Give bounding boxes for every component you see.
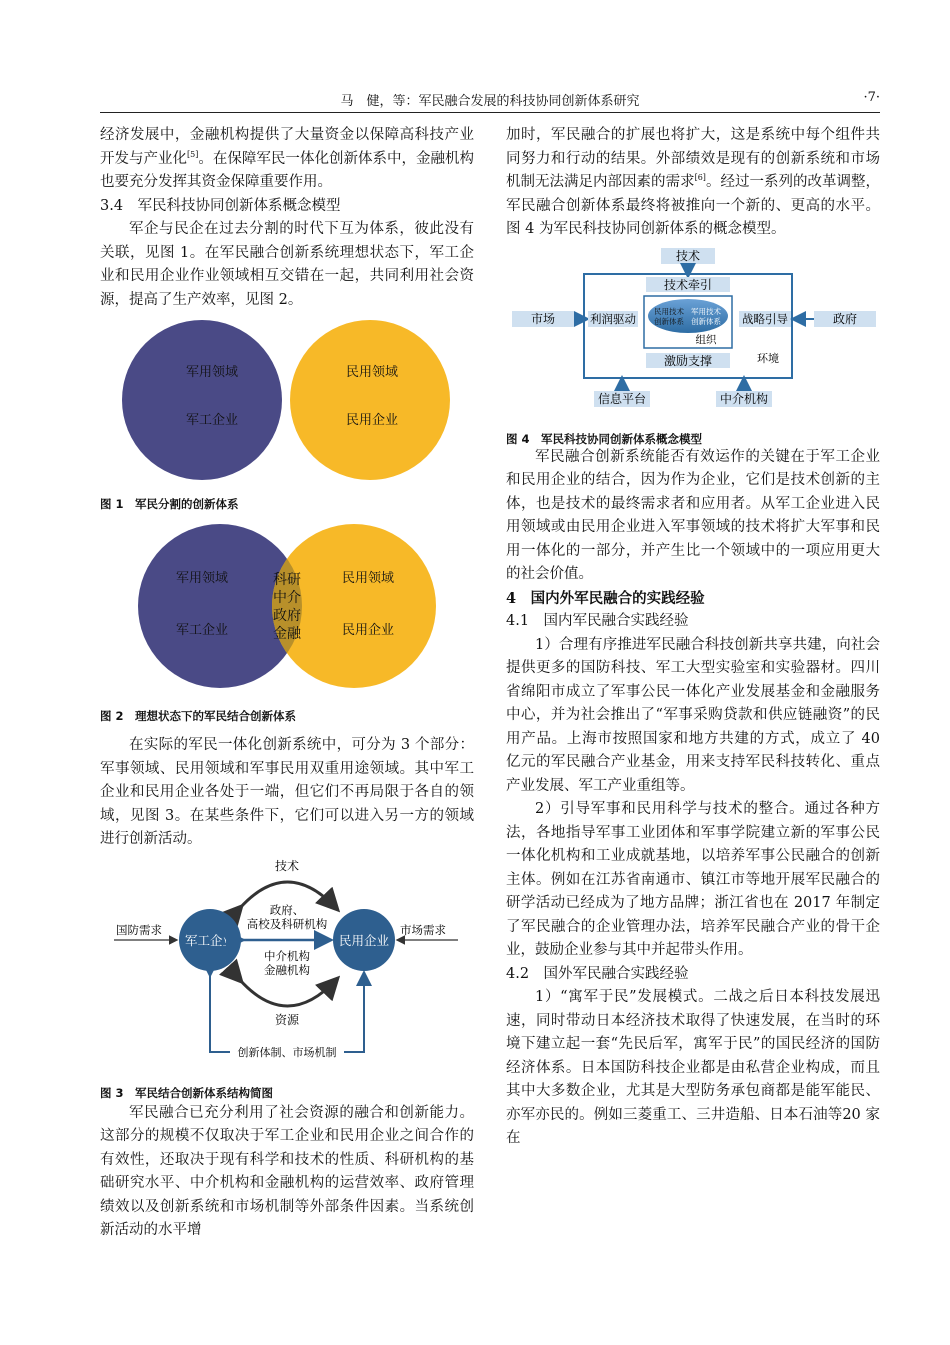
figure-4-caption: 图 4 军民科技协同创新体系概念模型 [506, 432, 703, 446]
gov-label: 高校及科研机构 [246, 916, 328, 931]
figure-2-diagram [100, 518, 474, 696]
military-domain-circle [122, 320, 282, 480]
organization-label: 组织 [695, 333, 717, 346]
label: 军工企业 [175, 623, 229, 638]
mil-tech-label: 军用技术 [691, 306, 721, 316]
market-label: 市场 [530, 311, 556, 326]
paragraph: 军民融合已充分利用了社会资源的融合和创新能力。这部分的规模不仅取决于军工企业和民用企业之间合作的有效性，还取决于现有科学和技术的性质、科研机构的基础研究水平、中介机构和金融机构的运营效率、政府管理绩效以及创新系统和市场机制等外部条件因素。当系统创新活动的水平增 [100, 1104, 474, 1238]
figure-2 [100, 518, 474, 724]
label: 军工企业 [185, 413, 239, 428]
tech-label: 技术 [274, 858, 300, 873]
figure-3-diagram [100, 856, 474, 1074]
profit-label: 利润驱动 [590, 311, 636, 326]
citation: [5] [187, 149, 199, 159]
paragraph: 在实际的军民一体化创新系统中，可分为 3 个部分：军事领域、民用领域和军事民用双重用途领域。其中军工企业和民用企业各处于一端，但它们不再局限于各自的领域，见图 3。在某些条件下，它们可以进入另一方的领域进行创新活动。 [100, 737, 474, 847]
market-demand-label: 市场需求 [400, 922, 446, 937]
resource-arrow [240, 980, 336, 1006]
label: 军用领域 [175, 571, 229, 586]
figure-4 [506, 248, 880, 446]
military-enterprise-label: 军工企业 [184, 932, 236, 948]
section-heading-4-1: 4.1 国内军民融合实践经验 [506, 613, 689, 629]
civil-enterprise-label: 民用企业 [338, 932, 390, 948]
figure-4-diagram [506, 248, 880, 420]
left-column [100, 124, 474, 1243]
running-title: 马 健，等：军民融合发展的科技协同创新体系研究 [340, 94, 640, 109]
paragraph: 军企与民企在过去分割的时代下互为体系，彼此没有关联，见图 1。在军民融合创新系统理想状态下，军工企业和民用企业作业领域相互交错在一起，共同利用社会资源，提高了生产效率，见图 2。 [100, 221, 474, 308]
figure-1-caption: 图 1 军民分割的创新体系 [100, 496, 239, 511]
info-platform-label: 信息平台 [597, 391, 647, 406]
incentive-label: 激励支撑 [663, 353, 713, 368]
civil-tech-label: 民用技术 [654, 306, 684, 316]
label: 民用领域 [341, 571, 395, 586]
national-demand-label: 国防需求 [116, 922, 162, 937]
agency-label: 中介机构 [719, 391, 769, 406]
page-number: ·7· [863, 90, 880, 105]
mil-tech-label: 创新体系 [691, 316, 721, 326]
label: 民用领域 [345, 365, 399, 380]
section-heading-4-2: 4.2 国外军民融合实践经验 [506, 965, 689, 982]
citation: [6] [694, 173, 706, 183]
paragraph: 经济发展中，金融机构提供了大量资金以保障高科技产业开发与产业化[5]。在保障军民一体化创新体系中，金融机构也要充分发挥其资金保障重要作用。 [100, 127, 475, 190]
civil-tech-label: 创新体系 [654, 316, 684, 326]
overlap-label: 中介 [273, 590, 301, 606]
figure-3-caption: 图 3 军民结合创新体系结构简图 [100, 1086, 274, 1100]
innovation-oval [648, 299, 728, 333]
tech-pull-label: 技术牵引 [663, 277, 713, 292]
gov-label: 政府、 [269, 902, 305, 917]
paragraph: 1）合理有序推进军民融合科技创新共享共建，向社会提供更多的国防科技、军工大型实验室和实验器材。四川省绵阳市成立了军事公民一体化产业发展基金和金融服务中心，并为社会推出了“军事采购贷款和供应链融资”的民用产品。上海市按照国家和地方共建的方式，成立了 40 亿元的军民融合产业基金，用来支持军民科技转化、重点产业发展、军工产业重组等。 [506, 636, 880, 794]
strategy-label: 战略引导 [742, 311, 788, 326]
figure-1-diagram [100, 318, 474, 484]
tech-label: 技术 [675, 248, 701, 263]
paragraph: 加时，军民融合的扩展也将扩大，这是系统中每个组件共同努力和行动的结果。外部绩效是现有的创新系统和市场机制无法满足内部因素的需求[6]。经过一系列的改革调整，军民融合创新体系最终将被推向一个新的、更高的水平。图 4 为军民科技协同创新体系的概念模型。 [506, 127, 881, 237]
figure-1 [100, 318, 474, 511]
agency-label: 金融机构 [264, 962, 310, 977]
government-label: 政府 [832, 311, 858, 326]
right-column [506, 124, 880, 1151]
civil-domain-circle [290, 320, 450, 480]
figure-3 [100, 856, 474, 1098]
overlap-label: 金融 [273, 626, 301, 642]
environment-label: 环境 [757, 351, 779, 365]
overlap-label: 政府 [273, 608, 301, 624]
section-heading-3-4: 3.4 军民科技协同创新体系概念模型 [100, 197, 341, 214]
paragraph: 军民融合创新系统能否有效运作的关键在于军工企业和民用企业的结合，因为作为企业，它们是技术创新的主体，也是技术的最终需求者和应用者。从军工企业进入民用领域或由民用企业进入军事领域的技术将扩大军事和民用一体化的一部分，并产生比一个领域中的一项应用更大的社会价值。 [506, 448, 880, 582]
figure-2-caption: 图 2 理想状态下的军民结合创新体系 [100, 708, 297, 723]
agency-label: 中介机构 [264, 948, 310, 963]
overlap-label: 科研 [273, 572, 301, 588]
resource-label: 资源 [274, 1012, 300, 1027]
label: 民用企业 [345, 413, 399, 428]
label: 民用企业 [341, 623, 395, 638]
paragraph: 1）“寓军于民”发展模式。二战之后日本科技发展迅速，同时带动日本经济技术取得了快速发展，在当时的环境下建立起一套“先民后军，寓军于民”的国民经济的国防经济体系。日本国防科技企业都是由私营企业构成，而且其中大多数企业，尤其是大型防务承包商都是能军能民、亦军亦民的。例如三菱重工、三井造船、日本石油等20 家在 [506, 989, 880, 1146]
label: 军用领域 [185, 365, 239, 380]
mechanism-label: 创新体制、市场机制 [237, 1045, 337, 1059]
running-header [100, 88, 880, 113]
paragraph: 2）引导军事和民用科学与技术的整合。通过各种方法，各地指导军事工业团体和军事学院建立新的军事公民一体化机构和工业成就基地，以培养军事公民融合的创新主体。例如在江苏省南通市、镇江市等地开展军民融合的研学活动已经成为了地方品牌；浙江省也在 2017 年制定了军民融合的企业管理办法，培养军民融合产业的骨干企业，鼓励企业参与其中并起带头作用。 [506, 801, 880, 958]
section-heading-4: 4 国内外军民融合的实践经验 [506, 589, 705, 607]
